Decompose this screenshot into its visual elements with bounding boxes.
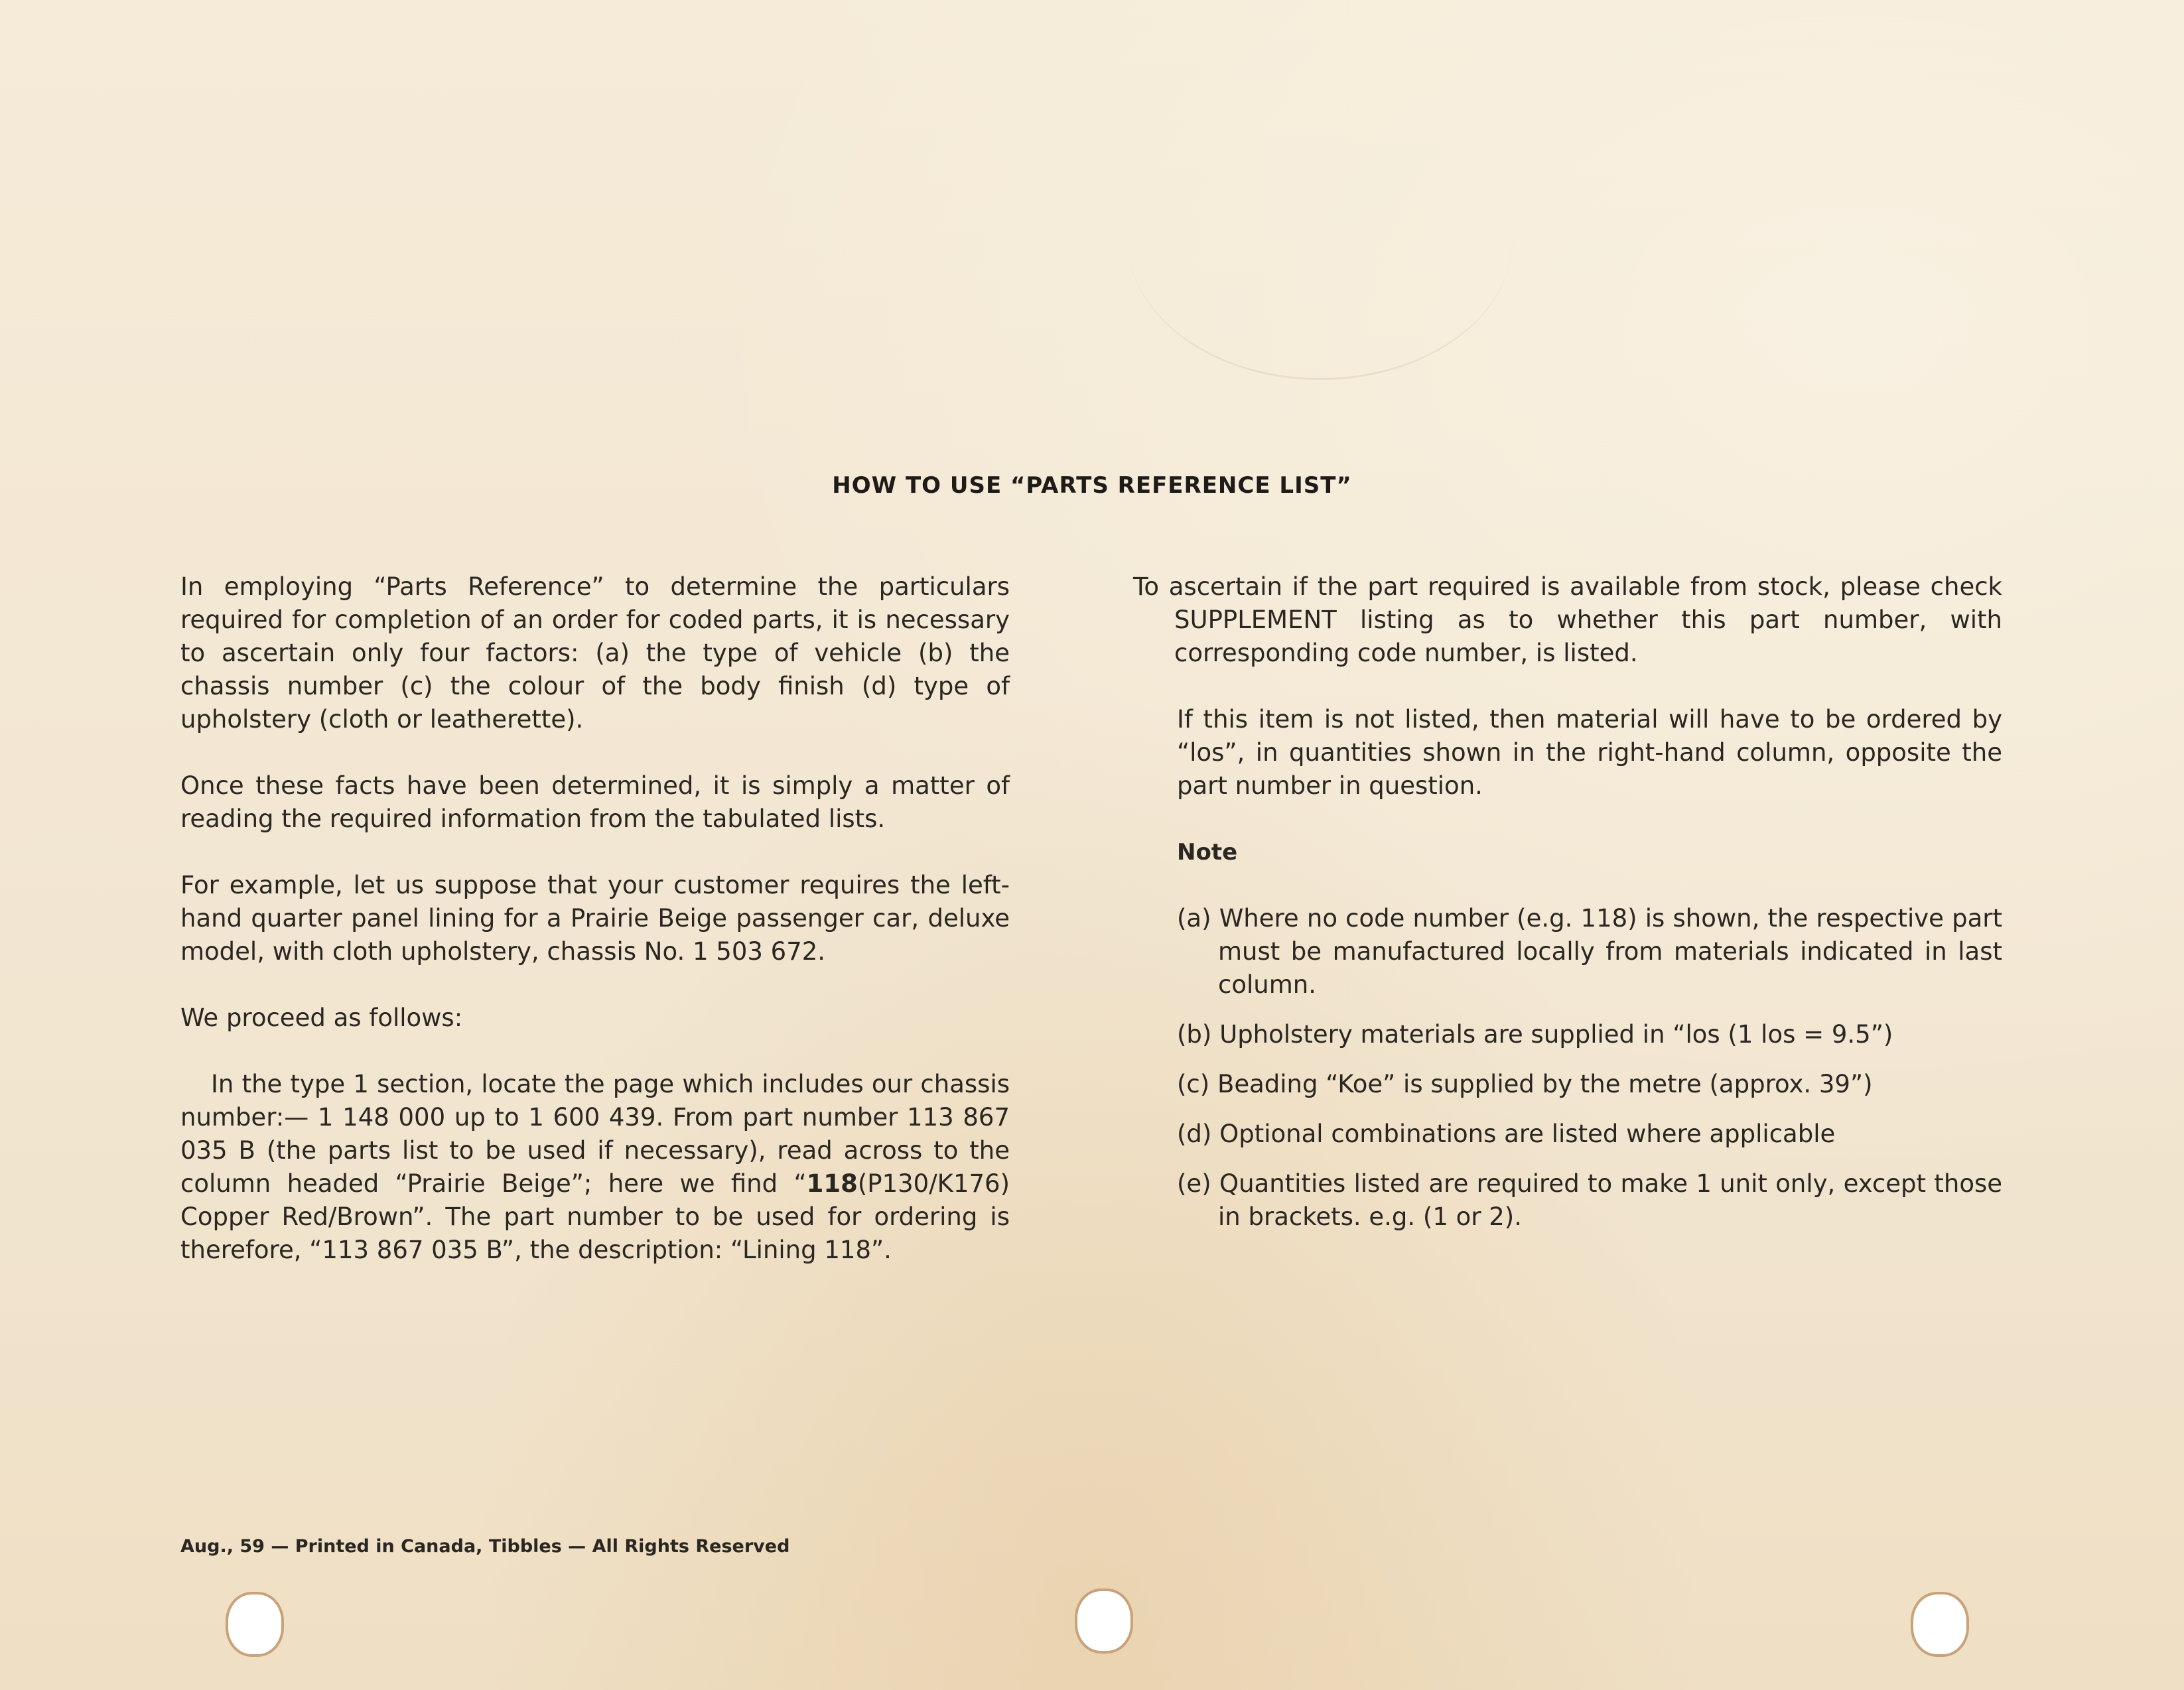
note-item-c: (c) Beading “Koe” is supplied by the metre (approx. 39”) (1177, 1070, 1873, 1098)
page-title: HOW TO USE “PARTS REFERENCE LIST” (832, 472, 1352, 499)
los-paragraph: If this item is not listed, then material will have to be ordered by “los”, in quantities shown in the right-hand column, opposite the part number in question. (1177, 705, 2002, 800)
proceed-paragraph: We proceed as follows: (180, 1004, 463, 1032)
note-item-b: (b) Upholstery materials are supplied in “los (1 los = 9.5”) (1177, 1020, 1893, 1049)
stock-paragraph: To ascertain if the part required is available from stock, please check SUPPLEMENT listing as to whether this part number, with corresponding code number, is listed. (1133, 572, 2002, 667)
binder-hole-center (1075, 1589, 1133, 1654)
footer-imprint: Aug., 59 — Printed in Canada, Tibbles — All Rights Reserved (180, 1536, 790, 1557)
note-item-d: (d) Optional combinations are listed where applicable (1177, 1120, 1836, 1148)
intro-paragraph: In employing “Parts Reference” to determine the particulars required for completion of an order for coded parts, it is necessary to ascertain only four factors: (a) the type of vehicle (b) the chassis number (c) the colour of the body finish (d) type of upholstery (cloth or leatherette). (180, 572, 1010, 734)
page-stain (1128, 99, 1513, 380)
facts-paragraph: Once these facts have been determined, it is simply a matter of reading the required information from the tabulated lists. (180, 771, 1010, 833)
right-column (1133, 570, 2002, 1250)
procedure-code-bold: 118 (806, 1169, 858, 1198)
note-item-a: (a) Where no code number (e.g. 118) is shown, the respective part must be manufactured locally from materials indicated in last column. (1177, 904, 2002, 999)
procedure-text-end: (P130/K176) Copper Red/Brown”. The part number to be used for ordering is therefore, “113 867 035 B”, the description: “Lining 118”. (180, 1169, 1010, 1264)
procedure-paragraph (180, 1068, 1010, 1267)
example-paragraph: For example, let us suppose that your customer requires the left-hand quarter panel lining for a Prairie Beige passenger car, deluxe model, with cloth upholstery, chassis No. 1 503 672. (180, 871, 1010, 966)
left-column (180, 570, 1010, 1300)
procedure-text-start: In the type 1 section, locate the page which includes our chassis number:— 1 148 000 up to 1 600 439. From part number 113 867 035 B (the parts list to be used if necessary), read across to the column headed “Prairie Beige”; here we find “ (180, 1070, 1010, 1198)
note-heading: Note (1177, 839, 1238, 866)
note-item-e: (e) Quantities listed are required to make 1 unit only, except those in brackets. e.g. (1 or 2). (1177, 1169, 2002, 1231)
binder-hole-right (1911, 1592, 1969, 1657)
binder-hole-left (226, 1592, 284, 1657)
